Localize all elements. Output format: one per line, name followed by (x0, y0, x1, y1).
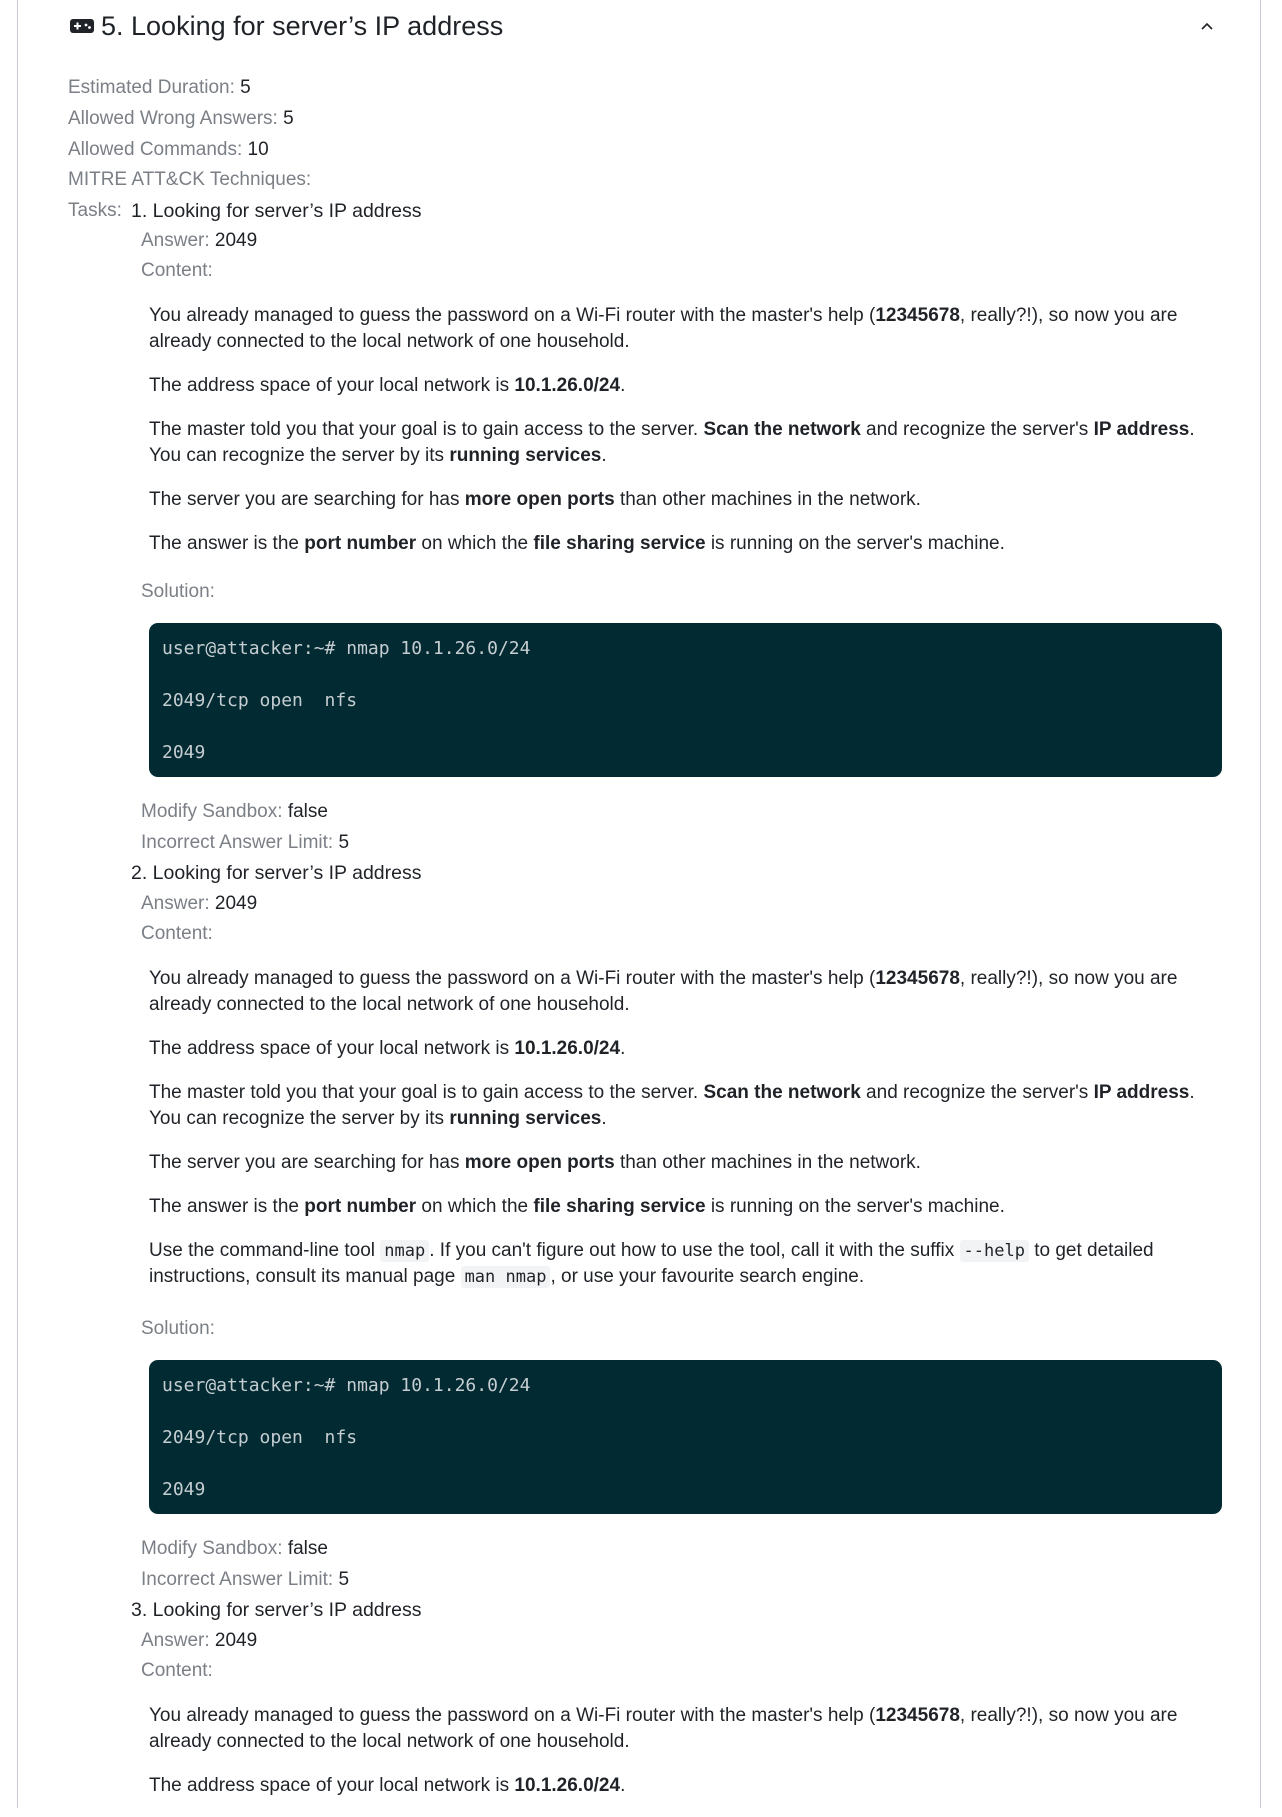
terminal-line: 2049/tcp open nfs (162, 1427, 358, 1448)
terminal-line: 2049 (162, 1479, 206, 1500)
task-incorrect-limit: Incorrect Answer Limit: 5 (141, 1569, 350, 1590)
terminal-line: 2049/tcp open nfs (162, 690, 358, 711)
task-answer: Answer: 2049 (141, 230, 258, 251)
content-paragraph: You already managed to guess the password on a Wi-Fi router with the master's help (12345678, really?!), so now you are already connected to the local network of one household. (149, 1705, 1178, 1752)
task-title: 2. Looking for server’s IP address (131, 862, 422, 884)
content-paragraph: Use the command-line tool nmap . If you can't figure out how to use the tool, call it with the suffix --help to get detailed instructions, consult its manual page man nmap , or use your favourite search engine. (149, 1240, 1154, 1287)
terminal-line: 2049 (162, 742, 206, 763)
task-answer: Answer: 2049 (141, 893, 258, 914)
task-answer: Answer: 2049 (141, 1630, 258, 1651)
task-content (149, 303, 1229, 575)
task-modify-sandbox: Modify Sandbox: false (141, 1538, 328, 1559)
meta-estimated-duration: Estimated Duration: 5 (68, 77, 251, 98)
level-title: 5. Looking for server’s IP address (101, 10, 504, 41)
solution-terminal (149, 623, 1222, 777)
content-paragraph: The address space of your local network is 10.1.26.0/24. (149, 1775, 626, 1796)
content-paragraph: You already managed to guess the password on a Wi-Fi router with the master's help (12345678, really?!), so now you are already connected to the local network of one household. (149, 305, 1178, 352)
content-paragraph: The master told you that your goal is to gain access to the server. Scan the network and recognize the server's IP address. You can recognize the server by its running services. (149, 1082, 1195, 1129)
chevron-up-icon[interactable] (1197, 16, 1217, 36)
terminal-line: user@attacker:~# nmap 10.1.26.0/24 (162, 638, 531, 659)
task-modify-sandbox: Modify Sandbox: false (141, 801, 328, 822)
task-incorrect-limit: Incorrect Answer Limit: 5 (141, 832, 350, 853)
task-solution-label: Solution: (141, 1318, 215, 1339)
content-paragraph: The address space of your local network is 10.1.26.0/24. (149, 375, 626, 396)
task-content-label: Content: (141, 1660, 213, 1681)
terminal-line: user@attacker:~# nmap 10.1.26.0/24 (162, 1375, 531, 1396)
meta-mitre-techniques: MITRE ATT&CK Techniques: (68, 169, 312, 190)
task-content-label: Content: (141, 260, 213, 281)
task-content (149, 966, 1229, 1308)
gamepad-icon (69, 17, 95, 35)
content-paragraph: The answer is the port number on which the file sharing service is running on the server's machine. (149, 1196, 1005, 1217)
content-paragraph: The answer is the port number on which the file sharing service is running on the server's machine. (149, 533, 1005, 554)
task-title: 3. Looking for server’s IP address (131, 1599, 422, 1621)
task-title: 1. Looking for server’s IP address (131, 200, 422, 222)
meta-allowed-wrong-answers: Allowed Wrong Answers: 5 (68, 108, 294, 129)
tasks-label: Tasks: (68, 200, 122, 221)
solution-terminal (149, 1360, 1222, 1514)
content-paragraph: The server you are searching for has more open ports than other machines in the network. (149, 1152, 921, 1173)
meta-allowed-commands: Allowed Commands: 10 (68, 139, 269, 160)
content-paragraph: The address space of your local network is 10.1.26.0/24. (149, 1038, 626, 1059)
level-header[interactable] (69, 6, 1219, 46)
content-paragraph: The master told you that your goal is to gain access to the server. Scan the network and recognize the server's IP address. You can recognize the server by its running services. (149, 419, 1195, 466)
task-solution-label: Solution: (141, 581, 215, 602)
content-paragraph: The server you are searching for has more open ports than other machines in the network. (149, 489, 921, 510)
content-paragraph: You already managed to guess the password on a Wi-Fi router with the master's help (12345678, really?!), so now you are already connected to the local network of one household. (149, 968, 1178, 1015)
task-content-label: Content: (141, 923, 213, 944)
